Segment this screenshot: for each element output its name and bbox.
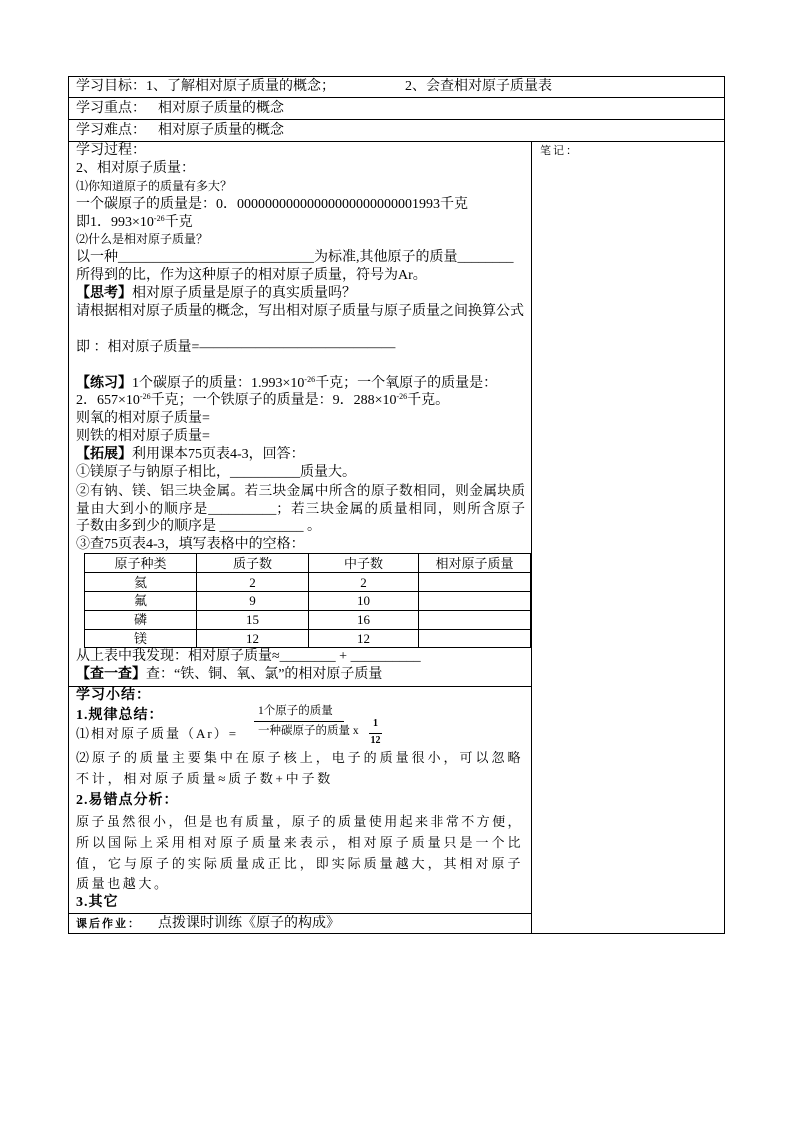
table-header-cell: 质子数 — [197, 554, 309, 573]
goals-label: 学习目标： — [76, 79, 146, 94]
think-text: 相对原子质量是原子的真实质量吗？ — [132, 286, 356, 302]
extension-question-1: ①镁原子与钠原子相比，__________质量大。 — [76, 465, 356, 481]
errors-line: 值，它与原子的实际质量成正比，即实际质量越大，其相对原子 — [76, 856, 522, 871]
learning-process-cell — [68, 141, 532, 687]
protons-cell: 12 — [197, 629, 309, 648]
answer-space — [76, 357, 525, 375]
rule-2-line-2: 不计，相对原子质量≈质子数+中子数 — [76, 771, 334, 786]
practice-text: 千克。 — [407, 393, 450, 409]
process-title: 学习过程： — [76, 143, 146, 158]
goal-item-1: 1、了解相对原子质量的概念； — [146, 79, 335, 94]
oxygen-question: 则氧的相对原子质量= — [76, 411, 210, 427]
element-cell: 氟 — [85, 592, 197, 611]
formula-prompt: 请根据相对原子质量的概念，写出相对原子质量与原子质量之间换算公式 — [76, 304, 524, 320]
think-prompt — [76, 285, 525, 303]
table-header-row — [85, 554, 531, 573]
extension-question-2-line-2: 量由大到小的顺序是__________；若三块金属的质量相同，则所含原子 — [76, 500, 525, 516]
fraction-denominator: 一种碳原子的质量 x — [258, 725, 359, 737]
key-point-label: 学习重点： — [76, 101, 146, 116]
relative-mass-blank — [419, 592, 531, 611]
definition-line-2: 所得到的比，作为这种原子的相对原子质量，符号为Ar。 — [76, 268, 427, 284]
table-row — [85, 573, 531, 592]
exponent: -26 — [396, 392, 408, 402]
protons-cell: 9 — [197, 592, 309, 611]
practice-text: 千克；一个铁原子的质量是：9．288×10 — [150, 393, 397, 409]
table-row — [85, 592, 531, 611]
practice-text: 1个碳原子的质量：1.993×10 — [132, 375, 305, 391]
errors-line: 原子虽然很小，但是也有质量，原子的质量使用起来非常不方便， — [76, 814, 522, 829]
extension-question-2-line-1: ②有钠、镁、铝三块金属。若三块金属中所含的原子数相同，则金属块质 — [76, 482, 525, 498]
sci-text: 即1．993×10 — [76, 214, 154, 230]
neutrons-cell: 12 — [309, 629, 419, 648]
think-label: 【思考】 — [76, 286, 132, 302]
table-header-cell: 相对原子质量 — [419, 554, 531, 573]
table-row — [85, 610, 531, 629]
exponent: -26 — [304, 374, 316, 384]
table-finding: 从上表中我发现：相对原子质量≈________ + __________ — [76, 649, 421, 665]
goals-row — [68, 76, 725, 98]
practice-line-1 — [76, 375, 525, 393]
difficulty-row — [68, 119, 725, 142]
extension-question-2-line-3: 子数由多到少的顺序是 ____________ 。 — [76, 518, 321, 534]
fraction-bar — [254, 721, 344, 722]
rules-heading: 1.规律总结： — [76, 708, 164, 723]
extension-question-3: ③查75页表4-3，填写表格中的空格： — [76, 536, 305, 552]
practice-line-2 — [76, 392, 525, 410]
homework-value: 点拨课时训练《原子的构成》 — [158, 916, 340, 931]
element-cell: 镁 — [85, 629, 197, 648]
element-cell: 磷 — [85, 610, 197, 629]
rule-1-left-side: ⑴相对原子质量（Ar）= — [76, 726, 239, 741]
table-header-cell: 中子数 — [309, 554, 419, 573]
one-twelfth-denominator: 12 — [370, 735, 381, 746]
difficulty-value: 相对原子质量的概念 — [158, 123, 284, 138]
notes-cell — [531, 141, 725, 934]
relative-mass-blank — [419, 610, 531, 629]
table-header-cell: 原子种类 — [85, 554, 197, 573]
errors-line: 质量也越大。 — [76, 876, 170, 891]
errors-heading: 2.易错点分析： — [76, 793, 179, 808]
extension-intro — [76, 446, 525, 464]
practice-text: 2．657×10 — [76, 393, 140, 409]
practice-label: 【练习】 — [76, 375, 132, 391]
key-point-row — [68, 97, 725, 120]
fraction-numerator: 1个原子的质量 — [258, 705, 333, 717]
protons-cell: 2 — [197, 573, 309, 592]
exponent: -26 — [139, 392, 151, 402]
relative-mass-blank — [419, 573, 531, 592]
lookup-label: 【查一查】 — [76, 667, 146, 683]
table-row — [85, 629, 531, 648]
homework-row — [68, 913, 532, 934]
sci-unit: 千克 — [164, 214, 193, 230]
summary-title: 学习小结： — [76, 688, 151, 703]
errors-line: 所以国际上采用相对原子质量来表示，相对原子质量只是一个比 — [76, 835, 522, 850]
practice-text: 千克；一个氧原子的质量是： — [315, 375, 498, 391]
neutrons-cell: 10 — [309, 592, 419, 611]
other-heading: 3.其它 — [76, 895, 119, 910]
homework-label: 课后作业： — [76, 918, 141, 930]
question-2: ⑵什么是相对原子质量？ — [76, 232, 209, 247]
question-1: ⑴你知道原子的质量有多大？ — [76, 178, 233, 193]
answer-space — [76, 321, 525, 339]
exponent: -26 — [153, 213, 165, 223]
relative-mass-blank — [419, 629, 531, 648]
atom-table — [84, 553, 531, 648]
neutrons-cell: 2 — [309, 573, 419, 592]
goal-item-2: 2、会查相对原子质量表 — [405, 79, 552, 94]
section-title: 2、相对原子质量： — [76, 160, 195, 176]
definition-line-1: 以一种____________________________为标准,其他原子的质量________ — [76, 250, 514, 266]
extension-text: 利用课本75页表4-3，回答： — [132, 447, 305, 463]
notes-label: 笔记： — [540, 145, 579, 157]
carbon-mass-line: 一个碳原子的质量是：0．00000000000000000000000001993千克 — [76, 196, 468, 212]
protons-cell: 15 — [197, 610, 309, 629]
neutrons-cell: 16 — [309, 610, 419, 629]
key-point-value: 相对原子质量的概念 — [158, 101, 284, 116]
extension-label: 【拓展】 — [76, 447, 132, 463]
difficulty-label: 学习难点： — [76, 123, 146, 138]
one-twelfth-bar — [369, 733, 382, 734]
lookup-task — [76, 666, 525, 684]
lookup-text: 查：“铁、铜、氧、氯”的相对原子质量 — [146, 667, 383, 683]
carbon-mass-scientific — [76, 214, 525, 232]
formula-answer: 即 ：相对原子质量=—————————————— — [76, 339, 396, 355]
iron-question: 则铁的相对原子质量= — [76, 429, 210, 445]
element-cell: 氦 — [85, 573, 197, 592]
one-twelfth-numerator: 1 — [373, 718, 378, 729]
summary-cell — [68, 686, 532, 914]
rule-2-line-1: ⑵原子的质量主要集中在原子核上，电子的质量很小，可以忽略 — [76, 750, 522, 765]
